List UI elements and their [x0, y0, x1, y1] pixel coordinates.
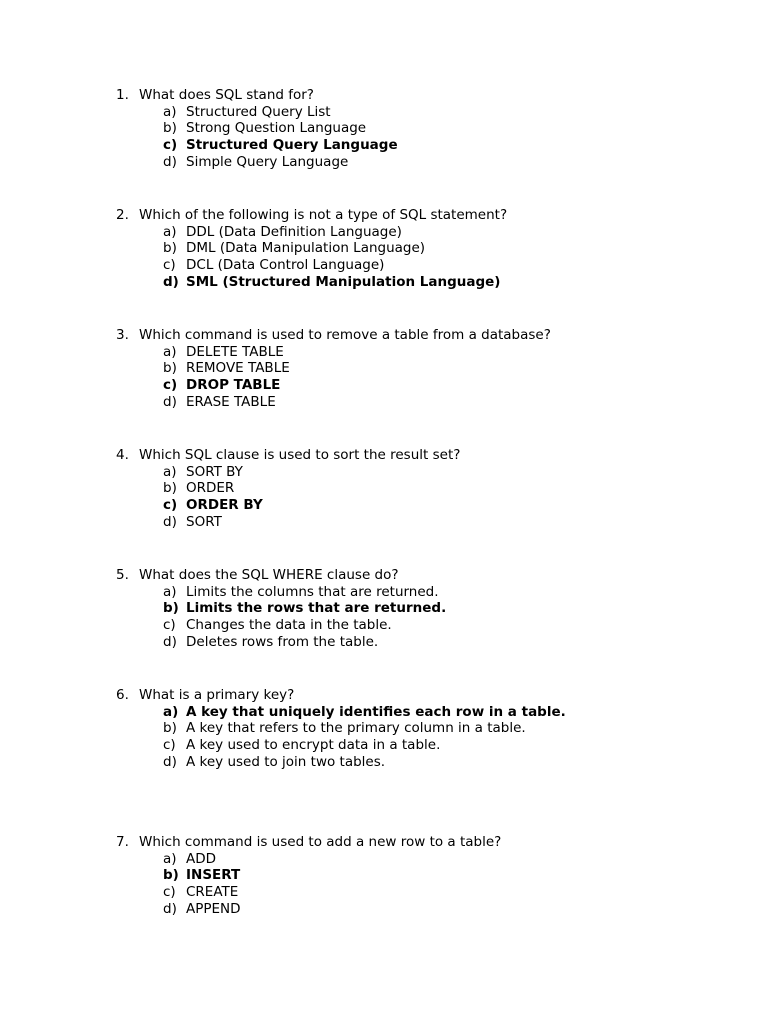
option-text: APPEND: [186, 900, 241, 917]
option-text: SORT BY: [186, 463, 243, 480]
option-letter: a): [163, 343, 177, 360]
question-1: [116, 87, 736, 170]
option-letter: c): [163, 884, 176, 901]
option-text: A key used to join two tables.: [186, 753, 386, 770]
answer-option-d-correct: [116, 274, 736, 291]
option-letter: a): [163, 583, 177, 600]
option-letter: c): [163, 377, 178, 394]
option-text: ERASE TABLE: [186, 393, 276, 410]
option-text: SML (Structured Manipulation Language): [186, 273, 501, 290]
option-text: Limits the columns that are returned.: [186, 583, 439, 600]
question-6: [116, 687, 736, 770]
question-line: [116, 567, 736, 584]
answer-option-b: [116, 240, 736, 257]
answer-option-a-correct: [116, 704, 736, 721]
option-letter: b): [163, 867, 179, 884]
option-letter: d): [163, 900, 177, 917]
question-text: Which of the following is not a type of SQL statement?: [139, 207, 508, 223]
question-5: [116, 567, 736, 650]
question-line: [116, 87, 736, 104]
answer-option-d: [116, 634, 736, 651]
option-text: Limits the rows that are returned.: [186, 600, 447, 617]
option-text: DDL (Data Definition Language): [186, 223, 402, 240]
question-text: What is a primary key?: [139, 687, 295, 703]
option-text: Deletes rows from the table.: [186, 633, 379, 650]
option-letter: d): [163, 393, 177, 410]
answer-option-d: [116, 154, 736, 171]
question-number: 4.: [116, 447, 129, 463]
option-letter: b): [163, 240, 177, 257]
answer-option-a: [116, 344, 736, 361]
question-text: Which SQL clause is used to sort the result set?: [139, 447, 461, 463]
option-letter: a): [163, 223, 177, 240]
option-letter: d): [163, 153, 177, 170]
option-text: DROP TABLE: [186, 377, 281, 394]
answer-option-c: [116, 257, 736, 274]
answer-option-c: [116, 617, 736, 634]
option-text: A key that refers to the primary column in a table.: [186, 720, 526, 737]
option-letter: c): [163, 257, 176, 274]
option-letter: c): [163, 617, 176, 634]
option-letter: c): [163, 137, 178, 154]
option-text: ORDER BY: [186, 497, 263, 514]
option-text: A key that uniquely identifies each row in a table.: [186, 703, 566, 720]
question-line: [116, 327, 736, 344]
answer-option-a: [116, 584, 736, 601]
option-text: A key used to encrypt data in a table.: [186, 737, 441, 754]
question-text: Which command is used to add a new row to a table?: [139, 834, 502, 850]
answer-option-b: [116, 720, 736, 737]
option-letter: b): [163, 600, 179, 617]
question-text: What does the SQL WHERE clause do?: [139, 567, 399, 583]
option-letter: b): [163, 360, 177, 377]
option-text: Strong Question Language: [186, 120, 367, 137]
question-number: 6.: [116, 687, 129, 703]
option-text: REMOVE TABLE: [186, 360, 290, 377]
option-text: SORT: [186, 513, 222, 530]
question-7: [116, 834, 736, 917]
question-number: 2.: [116, 207, 129, 223]
option-text: ORDER: [186, 480, 235, 497]
answer-option-b: [116, 120, 736, 137]
option-letter: a): [163, 703, 179, 720]
option-text: DELETE TABLE: [186, 343, 284, 360]
option-letter: d): [163, 753, 177, 770]
option-letter: a): [163, 850, 177, 867]
question-3: [116, 327, 736, 410]
option-letter: d): [163, 273, 179, 290]
question-line: [116, 834, 736, 851]
option-text: INSERT: [186, 867, 241, 884]
option-letter: b): [163, 720, 177, 737]
answer-option-b-correct: [116, 600, 736, 617]
answer-option-d: [116, 754, 736, 771]
question-line: [116, 207, 736, 224]
option-letter: d): [163, 633, 177, 650]
answer-option-b-correct: [116, 867, 736, 884]
option-letter: b): [163, 480, 177, 497]
answer-option-a: [116, 104, 736, 121]
option-text: ADD: [186, 850, 217, 867]
answer-option-d: [116, 394, 736, 411]
answer-option-a: [116, 224, 736, 241]
option-letter: d): [163, 513, 177, 530]
question-number: 3.: [116, 327, 129, 343]
question-number: 5.: [116, 567, 129, 583]
answer-option-d: [116, 514, 736, 531]
question-line: [116, 447, 736, 464]
answer-option-b: [116, 360, 736, 377]
option-letter: c): [163, 497, 178, 514]
question-line: [116, 687, 736, 704]
answer-option-b: [116, 480, 736, 497]
option-text: DCL (Data Control Language): [186, 257, 385, 274]
answer-option-a: [116, 851, 736, 868]
option-text: CREATE: [186, 884, 239, 901]
option-text: Structured Query Language: [186, 137, 398, 154]
question-number: 1.: [116, 87, 129, 103]
answer-option-c: [116, 884, 736, 901]
option-text: Simple Query Language: [186, 153, 349, 170]
option-letter: c): [163, 737, 176, 754]
option-text: Structured Query List: [186, 103, 331, 120]
option-letter: b): [163, 120, 177, 137]
answer-option-a: [116, 464, 736, 481]
question-text: What does SQL stand for?: [139, 87, 314, 103]
option-letter: a): [163, 463, 177, 480]
question-number: 7.: [116, 834, 129, 850]
answer-option-c-correct: [116, 497, 736, 514]
option-text: Changes the data in the table.: [186, 617, 392, 634]
answer-option-c-correct: [116, 377, 736, 394]
question-text: Which command is used to remove a table from a database?: [139, 327, 551, 343]
option-letter: a): [163, 103, 177, 120]
answer-option-c-correct: [116, 137, 736, 154]
question-2: [116, 207, 736, 290]
option-text: DML (Data Manipulation Language): [186, 240, 426, 257]
question-4: [116, 447, 736, 530]
answer-option-c: [116, 737, 736, 754]
answer-option-d: [116, 901, 736, 918]
